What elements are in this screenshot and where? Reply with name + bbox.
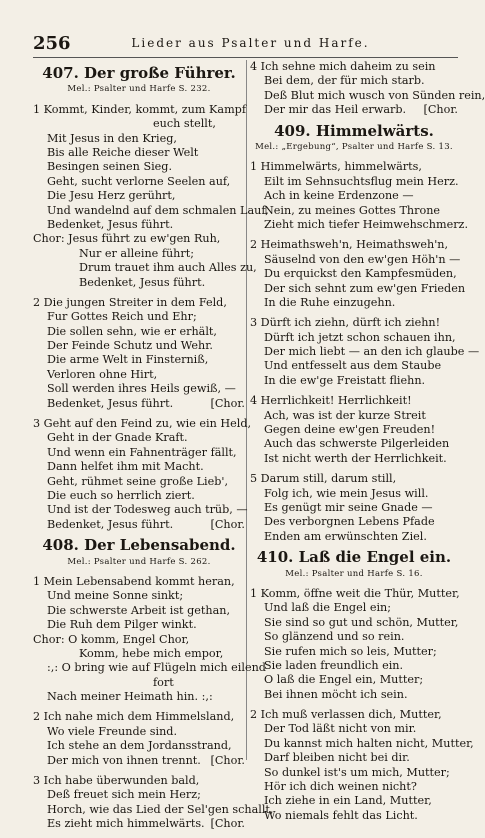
hymn-409-stanza-1 [250, 160, 469, 232]
verse-line: Die schwerste Arbeit ist gethan, [47, 603, 231, 617]
verse-line: 2 Ich muß verlassen dich, Mutter, [250, 708, 442, 722]
verse-line: Sie sind so gut und schön, Mutter, [264, 615, 459, 629]
verse-line: 1 Komm, öffne weit die Thür, Mutter, [250, 586, 460, 600]
verse-line: 3 Ich habe überwunden bald, [33, 774, 200, 788]
verse-line: 2 Ich nahe mich dem Himmelsland, [33, 710, 235, 724]
hymn-408-stanza-1 [33, 574, 266, 705]
verse-line: Der mich liebt — an den ich glaube — [264, 345, 480, 359]
verse-line: Du kannst mich halten nicht, Mutter, [264, 736, 474, 750]
verse-line: Mit Jesus in den Krieg, [47, 131, 177, 145]
chorus-marker: [Chor. [210, 517, 245, 531]
verse-line: Und ist der Todesweg auch trüb, — [47, 503, 248, 517]
verse-line: fort [153, 675, 174, 689]
verse-line: In die ew'ge Freistatt fliehn. [264, 373, 426, 387]
column-divider [246, 60, 247, 760]
verse-line: Ach, was ist der kurze Streit [264, 408, 426, 422]
verse-line: O laß die Engel ein, Mutter; [264, 673, 424, 687]
hymn-407-title: 407. Der große Führer. [42, 64, 236, 82]
verse-line: Der mich von ihnen trennt. [Chor. [47, 753, 245, 767]
verse-line: Ich stehe an dem Jordansstrand, [47, 739, 232, 753]
verse-line: In die Ruhe einzugehn. [264, 295, 396, 309]
verse-line: Komm, hebe mich empor, [79, 646, 224, 660]
verse-line: 2 Die jungen Streiter in dem Feld, [33, 295, 227, 309]
verse-line: Geht in der Gnade Kraft. [47, 431, 188, 445]
verse-line: Die Ruh dem Pilger winkt. [47, 618, 197, 632]
verse-line: Folg ich, wie mein Jesus will. [264, 486, 429, 500]
hymn-409-title: 409. Himmelwärts. [274, 121, 434, 140]
verse-line: Wo niemals fehlt das Licht. [264, 808, 418, 822]
verse-line: Bei dem, der für mich starb. [264, 74, 425, 88]
verse-line: Fur Gottes Reich und Ehr; [47, 310, 197, 324]
verse-line: Es zieht mich himmelwärts. [Chor. [47, 817, 245, 831]
verse-line: So glänzend und so rein. [264, 630, 405, 644]
verse-line: So dunkel ist's um mich, Mutter; [264, 765, 450, 779]
hymn-407-stanza-2 [33, 296, 245, 411]
verse-line: 4 Herrlichkeit! Herrlichkeit! [250, 394, 412, 408]
header-rule [33, 57, 458, 58]
verse-line: Säuselnd von den ew'gen Höh'n — [264, 252, 461, 266]
verse-line: Zieht mich tiefer Heimwehschmerz. [264, 217, 469, 231]
verse-line: 1 Himmelwärts, himmelwärts, [250, 160, 422, 174]
verse-line: Geht, sucht verlorne Seelen auf, [47, 174, 231, 188]
hymn-407-stanza-4 [250, 60, 485, 118]
chorus-marker: [Chor. [210, 753, 245, 767]
verse-line: Drum trauet ihm auch Alles zu, [79, 261, 257, 275]
hymn-408-stanza-2 [33, 710, 245, 768]
verse-line: Und wenn ein Fahnenträger fällt, [47, 445, 237, 459]
verse-line: Bedenket, Jesus führt. [79, 275, 206, 289]
verse-line: Ich ziehe in ein Land, Mutter, [264, 794, 432, 808]
left-column [33, 60, 274, 838]
verse-line: Chor: Jesus führt zu ew'gen Ruh, [33, 232, 221, 246]
verse-line: Enden am erwünschten Ziel. [264, 529, 427, 543]
verse-line: 1 Mein Lebensabend kommt heran, [33, 574, 235, 588]
hymn-407-stanza-1 [33, 102, 269, 290]
verse-line: Nur er alleine führt; [79, 246, 194, 260]
verse-line: Auch das schwerste Pilgerleiden [264, 437, 450, 451]
verse-line: Verloren ohne Hirt, [47, 367, 158, 381]
verse-line: Wo viele Freunde sind. [47, 724, 178, 738]
verse-line: Der sich sehnt zum ew'gen Frieden [264, 281, 466, 295]
verse-line: Die arme Welt in Finsterniß, [47, 353, 209, 367]
verse-line: 1 Kommt, Kinder, kommt, zum Kampf [33, 102, 246, 116]
verse-line: Soll werden ihres Heils gewiß, — [47, 382, 236, 396]
verse-line: Der Tod läßt nicht von mir. [264, 722, 417, 736]
verse-line: 3 Dürft ich ziehn, dürft ich ziehn! [250, 316, 441, 330]
hymn-408-title: 408. Der Lebensabend. [42, 536, 236, 555]
verse-line: Und entfesselt aus dem Staube [264, 359, 442, 373]
page-header [33, 33, 458, 55]
hymn-410-melody: Mel.: Psalter und Harfe S. 16. [285, 568, 423, 579]
verse-line: Der mir das Heil erwarb. [Chor. [264, 103, 458, 117]
hymn-410-stanza-1 [250, 587, 458, 702]
verse-line: Bei ihnen möcht ich sein. [264, 687, 408, 701]
right-column [250, 60, 485, 829]
verse-line: Deß Blut mich wusch von Sünden rein, [264, 88, 485, 102]
verse-line: Darf bleiben nicht bei dir. [264, 751, 410, 765]
verse-line: Und laß die Engel ein; [264, 601, 392, 615]
hymn-410-title: 410. Laß die Engel ein. [256, 548, 452, 567]
hymn-409-stanza-5 [250, 472, 458, 544]
verse-line: Bedenket, Jesus führt. [Chor. [47, 517, 245, 531]
verse-line: Ist nicht werth der Herrlichkeit. [264, 451, 447, 465]
verse-line: 2 Heimathsweh'n, Heimathsweh'n, [250, 238, 449, 252]
verse-line: 4 Ich sehne mich daheim zu sein [250, 60, 436, 73]
verse-line: Die Jesu Herz gerührt, [47, 189, 176, 203]
chorus-marker: [Chor. [423, 103, 458, 117]
chorus-marker: [Chor. [210, 817, 245, 831]
page-number: 256 [33, 33, 71, 54]
verse-line: Horch, wie das Lied der Sel'gen schallt, [47, 802, 274, 816]
verse-line: Bis alle Reiche dieser Welt [47, 145, 199, 159]
hymn-409-melody: Mel.: „Ergebung“, Psalter und Harfe S. 13. [255, 141, 453, 152]
verse-line: Geht, rühmet seine große Lieb', [47, 474, 229, 488]
verse-line: Die sollen sehn, wie er erhält, [47, 324, 217, 338]
verse-line: Dann helfet ihm mit Macht. [47, 460, 204, 474]
verse-line: Und wandelnd auf dem schmalen Lauf, [47, 203, 269, 217]
verse-line: Des verborgnen Lebens Pfade [264, 515, 435, 529]
verse-line: Bedenket, Jesus führt. [Chor. [47, 396, 245, 410]
verse-line: Dürft ich jetzt schon schauen ihn, [264, 330, 456, 344]
verse-line: Nein, zu meines Gottes Throne [264, 203, 441, 217]
hymn-409-stanza-3 [250, 316, 480, 388]
chorus-marker: [Chor. [210, 396, 245, 410]
verse-line: Du erquickst den Kampfesmüden, [264, 267, 457, 281]
hymn-409-stanza-4 [250, 394, 458, 466]
verse-line: euch stellt, [153, 117, 216, 131]
hymn-407-stanza-3 [33, 417, 252, 532]
verse-line: Der Feinde Schutz und Wehr. [47, 339, 213, 353]
verse-line: Chor: O komm, Engel Chor, [33, 632, 190, 646]
hymn-410-stanza-2 [250, 708, 474, 823]
running-title: Lieder aus Psalter und Harfe. [131, 36, 370, 50]
verse-line: Nach meiner Heimath hin. :,: [47, 690, 213, 704]
verse-line: Sie rufen mich so leis, Mutter; [264, 644, 437, 658]
hymn-408-stanza-3 [33, 774, 274, 832]
verse-line: Gegen deine ew'gen Freuden! [264, 423, 436, 437]
verse-line: Sie laden freundlich ein. [264, 658, 404, 672]
verse-line: Es genügt mir seine Gnade — [264, 500, 433, 514]
hymn-407-melody: Mel.: Psalter und Harfe S. 232. [67, 84, 211, 95]
verse-line: Bedenket, Jesus führt. [47, 217, 174, 231]
verse-line: Deß freuet sich mein Herz; [47, 788, 201, 802]
hymn-409-stanza-2 [250, 238, 466, 310]
hymn-408-melody: Mel.: Psalter und Harfe S. 262. [67, 556, 211, 567]
verse-line: :,: O bring wie auf Flügeln mich eilend [47, 661, 266, 675]
verse-line: Die euch so herrlich ziert. [47, 488, 195, 502]
verse-line: Besingen seinen Sieg. [47, 160, 173, 174]
verse-line: Hör ich dich weinen nicht? [264, 780, 417, 794]
verse-line: Und meine Sonne sinkt; [47, 589, 184, 603]
verse-line: Ach in keine Erdenzone — [264, 189, 414, 203]
verse-line: Eilt im Sehnsuchtsflug mein Herz. [264, 174, 459, 188]
verse-line: 3 Geht auf den Feind zu, wie ein Held, [33, 417, 252, 431]
verse-line: 5 Darum still, darum still, [250, 472, 397, 486]
